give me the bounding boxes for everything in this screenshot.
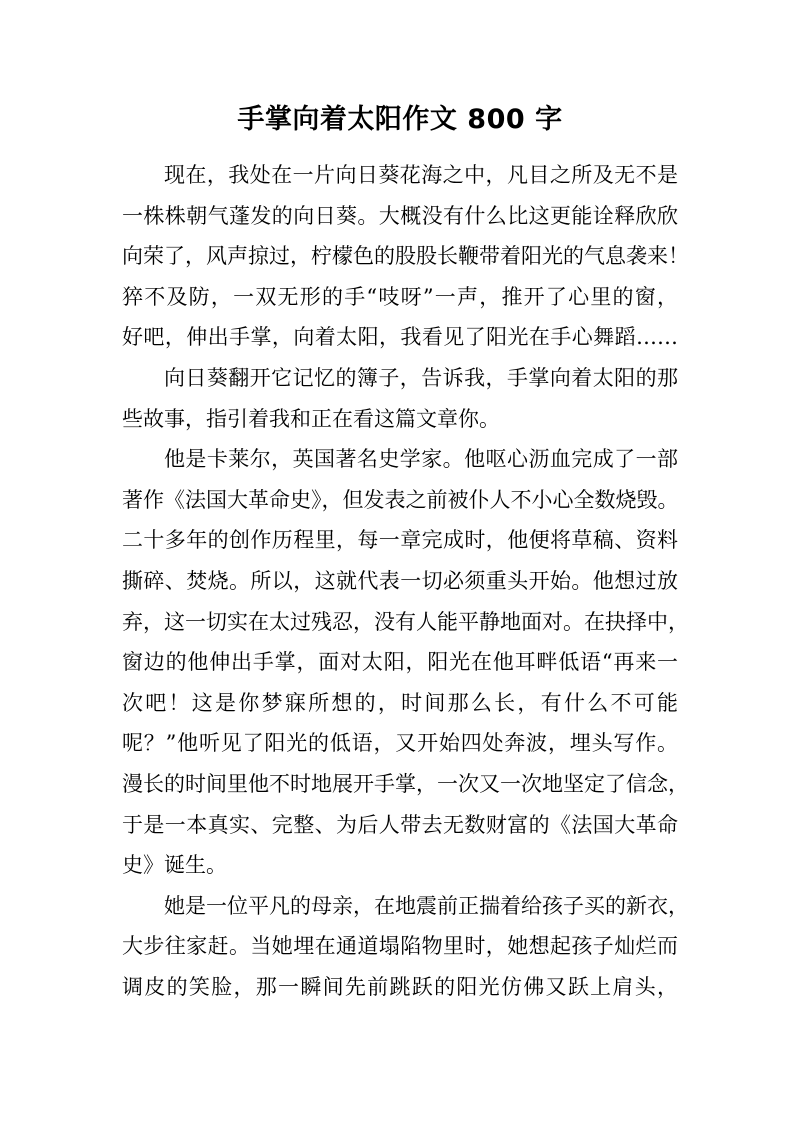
paragraph-line: 撕碎、焚烧。所以，这就代表一切必须重头开始。他想过放 [122, 568, 678, 593]
paragraph-line: 大步往家赶。当她埋在通道塌陷物里时，她想起孩子灿烂而 [122, 934, 678, 959]
paragraph-line: 她是一位平凡的母亲，在地震前正揣着给孩子买的新衣， [164, 893, 689, 918]
paragraph-line: 呢？”他听见了阳光的低语，又开始四处奔波，埋头写作。 [122, 731, 678, 756]
paragraph-line: 弃，这一切实在太过残忍，没有人能平静地面对。在抉择中， [122, 609, 689, 634]
document-title: 手掌向着太阳作文 800 字 [237, 104, 563, 135]
paragraph-line: 窗边的他伸出手掌，面对太阳，阳光在他耳畔低语“再来一 [122, 650, 678, 675]
paragraph-line: 著作《法国大革命史》，但发表之前被仆人不小心全数烧毁。 [122, 487, 679, 512]
paragraph-line: 史》诞生。 [122, 853, 227, 878]
paragraph-line: 他是卡莱尔，英国著名史学家。他呕心沥血完成了一部 [164, 447, 678, 472]
paragraph-line: 二十多年的创作历程里，每一章完成时，他便将草稿、资料 [122, 528, 678, 553]
paragraph-line: 漫长的时间里他不时地展开手掌，一次又一次地坚定了信念， [122, 771, 689, 796]
paragraph-line: 些故事，指引着我和正在看这篇文章你。 [122, 406, 500, 431]
paragraph-line: 猝不及防，一双无形的手“吱呀”一声，推开了心里的窗， [122, 284, 678, 309]
paragraph-line: 好吧，伸出手掌，向着太阳，我看见了阳光在手心舞蹈…… [122, 325, 678, 350]
paragraph-line: 于是一本真实、完整、为后人带去无数财富的《法国大革命 [122, 812, 678, 837]
paragraph-line: 现在，我处在一片向日葵花海之中，凡目之所及无不是 [164, 163, 678, 187]
paragraph-line: 次吧！这是你梦寐所想的，时间那么长，有什么不可能 [122, 690, 678, 715]
paragraph-line: 调皮的笑脸，那一瞬间先前跳跃的阳光仿佛又跃上肩头， [122, 974, 678, 999]
paragraph-line: 一株株朝气蓬发的向日葵。大概没有什么比这更能诠释欣欣 [122, 203, 678, 228]
paragraph-line: 向日葵翻开它记忆的簿子，告诉我，手掌向着太阳的那 [164, 365, 678, 390]
document-body [122, 155, 689, 1007]
paragraph-line: 向荣了，风声掠过，柠檬色的股股长鞭带着阳光的气息袭来！ [122, 244, 689, 269]
